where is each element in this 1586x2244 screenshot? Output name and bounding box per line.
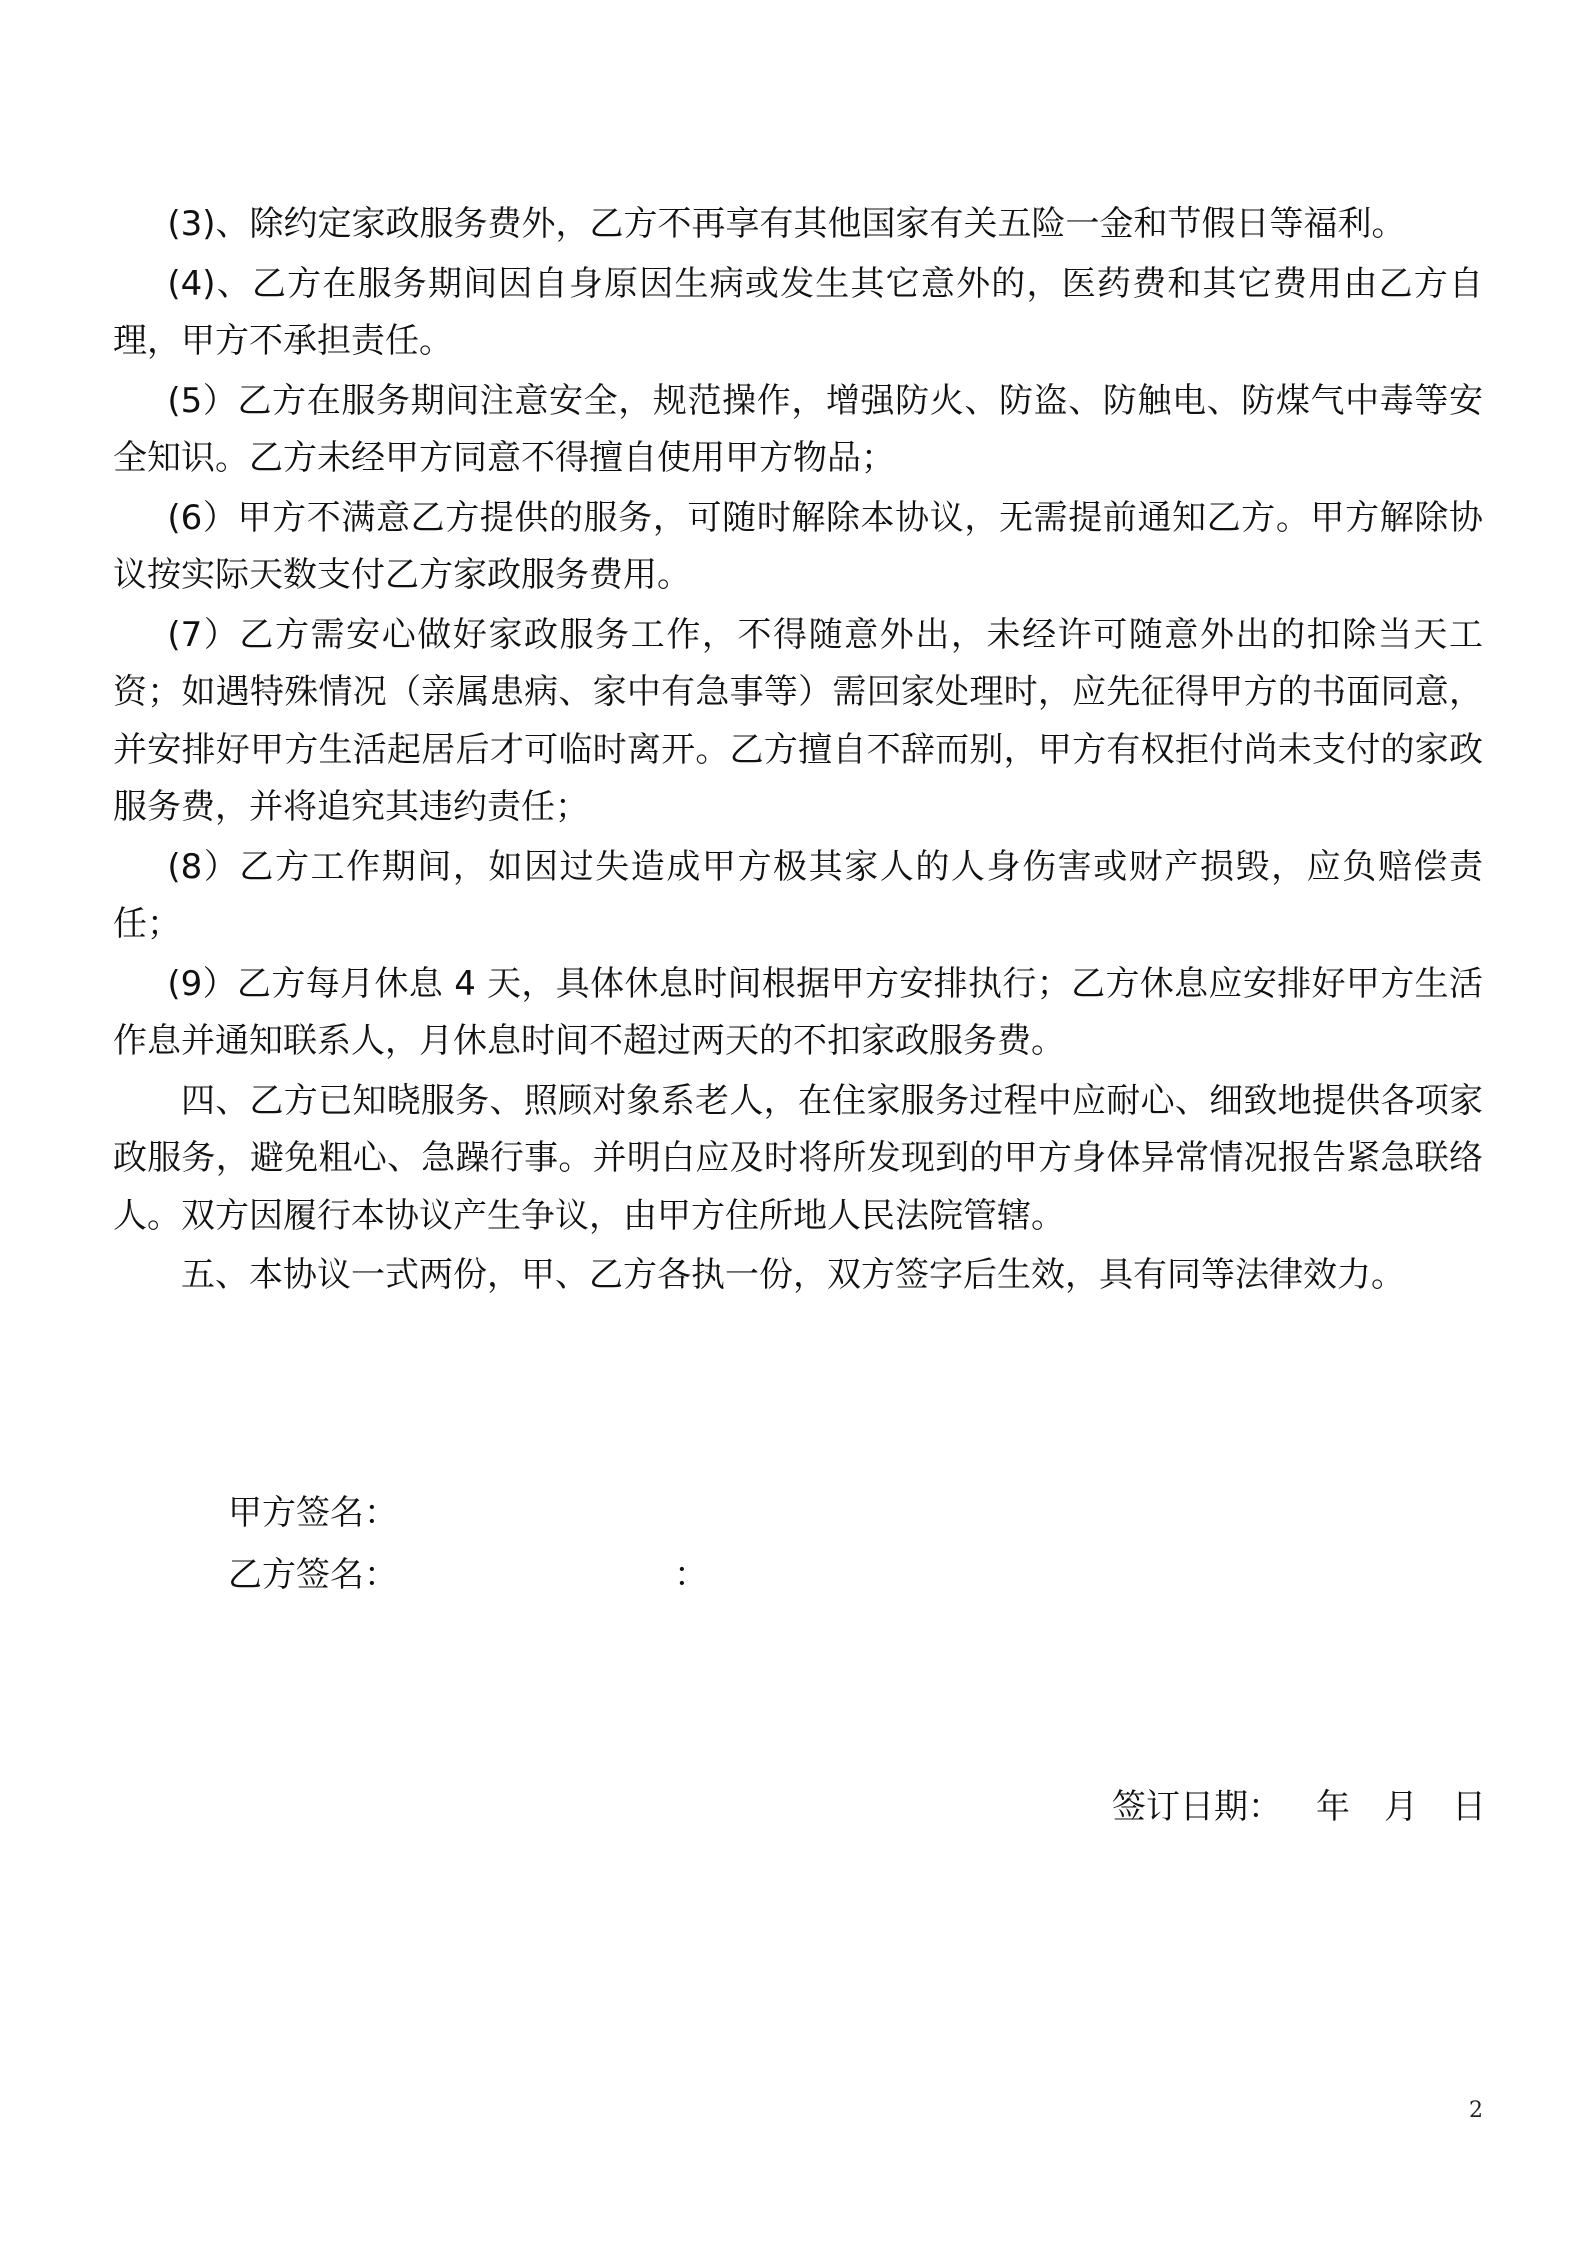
clause-9: (9）乙方每月休息 4 天，具体休息时间根据甲方安排执行；乙方休息应安排好甲方生活作息并通知联系人，月休息时间不超过两天的不扣家政服务费。 <box>113 963 1483 1061</box>
clause-4: (4)、乙方在服务期间因自身原因生病或发生其它意外的，医药费和其它费用由乙方自理，甲方不承担责任。 <box>113 263 1483 361</box>
party-b-signature-label: 乙方签名： <box>228 1555 398 1595</box>
section-five: 五、本协议一式两份，甲、乙方各执一份，双方签字后生效，具有同等法律效力。 <box>181 1255 1405 1295</box>
date-month: 月 <box>1384 1787 1418 1827</box>
signing-date-label: 签订日期： <box>1112 1787 1282 1827</box>
clause-6: (6）甲方不满意乙方提供的服务，可随时解除本协议，无需提前通知乙方。甲方解除协议按实际天数支付乙方家政服务费用。 <box>113 497 1483 595</box>
clause-8: (8）乙方工作期间，如因过失造成甲方极其家人的人身伤害或财产损毁，应负赔偿责任； <box>113 846 1483 944</box>
clause-5: (5）乙方在服务期间注意安全，规范操作，增强防火、防盗、防触电、防煤气中毒等安全知识。乙方未经甲方同意不得擅自使用甲方物品； <box>113 380 1483 478</box>
clause-7: (7）乙方需安心做好家政服务工作，不得随意外出，未经许可随意外出的扣除当天工资；如遇特殊情况（亲属患病、家中有急事等）需回家处理时，应先征得甲方的书面同意，并安排好甲方生活起居后才可临时离开。乙方擅自不辞而别，甲方有权拒付尚未支付的家政服务费，并将追究其违约责任； <box>113 614 1483 827</box>
section-four: 四、乙方已知晓服务、照顾对象系老人，在住家服务过程中应耐心、细致地提供各项家政服务，避免粗心、急躁行事。并明白应及时将所发现到的甲方身体异常情况报告紧急联络人。双方因履行本协议产生争议，由甲方住所地人民法院管辖。 <box>113 1080 1483 1236</box>
party-a-signature-label: 甲方签名： <box>228 1493 398 1533</box>
agreement-body <box>113 196 1483 1307</box>
clause-3: (3)、除约定家政服务费外，乙方不再享有其他国家有关五险一金和节假日等福利。 <box>167 204 1406 244</box>
date-year: 年 <box>1316 1787 1350 1827</box>
party-a-signature-row <box>228 1482 708 1544</box>
page-number: 2 <box>1469 2098 1483 2123</box>
signature-block <box>228 1482 708 1606</box>
signing-date <box>1112 1777 1486 1837</box>
party-b-trailing-colon: ： <box>674 1555 708 1595</box>
date-day: 日 <box>1452 1787 1486 1827</box>
party-b-signature-row <box>228 1544 708 1606</box>
